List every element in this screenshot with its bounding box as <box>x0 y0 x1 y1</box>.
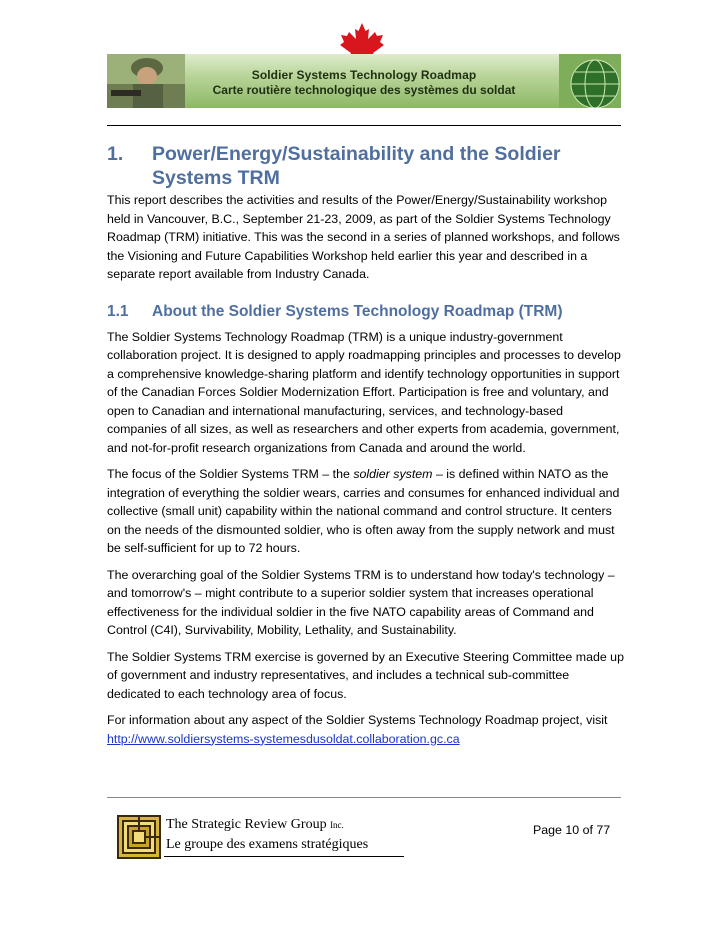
main-content <box>107 142 625 756</box>
banner-strip <box>107 54 621 108</box>
banner-title: Soldier Systems Technology Roadmap <box>251 68 477 82</box>
page-number: Page 10 of 77 <box>533 823 611 837</box>
strategic-review-group-logo-icon <box>117 815 161 859</box>
globe-icon <box>559 54 621 108</box>
header-rule <box>107 125 621 126</box>
project-website-link[interactable]: http://www.soldiersystems-systemesdusoldat.collaboration.gc.ca <box>107 731 460 746</box>
subsection-number: 1.1 <box>107 302 129 320</box>
paragraph-trm-overview: The Soldier Systems Technology Roadmap (TRM) is a unique industry-government collaboration project. It is designed to apply roadmapping principles and processes to develop a comprehensive knowledge-sharing platform and identify technology opportunities in support of the Canadian Forces Soldier Modernization Effort. Participation is free and voluntary, and open to Canadian and international manufacturing, services, and technology-based companies of all sizes, as well as researchers and other experts from academia, government, and not-for-profit research organizations from Canada and around the world. <box>107 329 621 455</box>
header-banner <box>107 22 621 108</box>
paragraph-governance: The Soldier Systems TRM exercise is governed by an Executive Steering Committee made up of government and industry representatives, and includes a technical sub-committee dedicated to each technology area of focus. <box>107 649 624 701</box>
subsection-title: About the Soldier Systems Technology Roadmap (TRM) <box>152 302 563 320</box>
section-title: Power/Energy/Sustainability and the Soldier Systems TRM <box>152 143 561 189</box>
banner-subtitle: Carte routière technologique des systèmes du soldat <box>212 83 516 97</box>
paragraph-goal: The overarching goal of the Soldier Systems TRM is to understand how today's technology – and tomorrow's – might contribute to a superior soldier system that increases operational effectiveness for the individual soldier in the five NATO capability areas of Command and Control (C4I), Survivability, Mobility, Lethality, and Sustainability. <box>107 567 615 637</box>
intro-paragraph: This report describes the activities and results of the Power/Energy/Sustainability workshop held in Vancouver, B.C., September 21-23, 2009, as part of the Soldier Systems Technology Roadmap (TRM) initiative. This was the second in a series of planned workshops, and follows the Visioning and Future Capabilities Workshop held earlier this year and described in a separate report available from Industry Canada. <box>107 193 620 281</box>
paragraph-info: For information about any aspect of the Soldier Systems Technology Roadmap project, visit http://www.soldiersystems-systemesdusoldat.collaboration.gc.ca <box>107 713 608 746</box>
organization-name-en: The Strategic Review Group Inc. <box>166 817 344 832</box>
section-heading-1 <box>107 142 625 190</box>
section-heading-1-1 <box>107 302 625 322</box>
footer-rule <box>107 797 621 798</box>
emphasis-soldier-system: soldier system <box>353 467 433 481</box>
organization-underline <box>164 856 404 857</box>
organization-name-fr: Le groupe des examens stratégiques <box>166 837 369 852</box>
section-number: 1. <box>107 143 124 165</box>
paragraph-soldier-system: The focus of the Soldier Systems TRM – the soldier system – is defined within NATO as the integration of everything the soldier wears, carries and consumes for enhanced individual and collective (small unit) capability within the national command and control structure. It centers on the needs of the dismounted soldier, who is often away from the supply network and must be self-sufficient for up to 72 hours. <box>107 467 620 555</box>
